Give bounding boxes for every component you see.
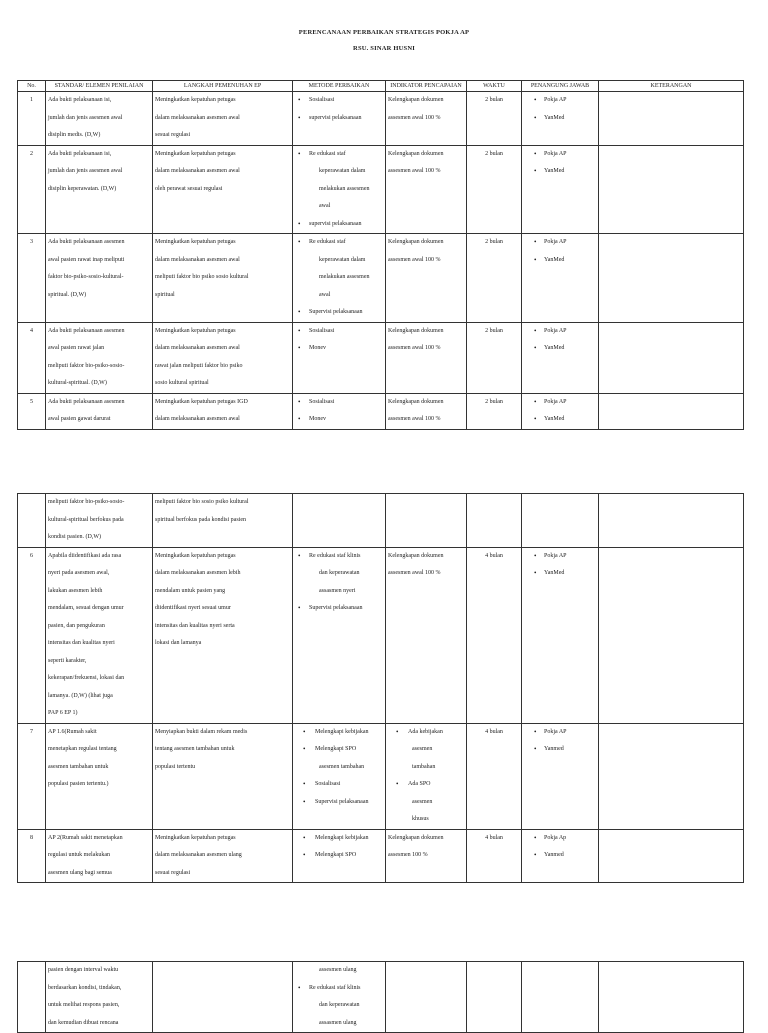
text-line: populasi tertentu (155, 763, 196, 770)
text-line: Meningkatkan kepatuhan petugas (155, 552, 236, 559)
bullet-item: • Re edukasi staf (295, 234, 383, 252)
text-line: Kelengkapan dokumen (388, 327, 444, 334)
cell-waktu: 2 bulan (467, 145, 522, 234)
text-line: menetapkan regulasi tentang (48, 746, 117, 752)
plan-table-page-3 (17, 961, 744, 1033)
bullet-item: • Melengkapi kebijakan (295, 724, 383, 742)
cell-keterangan (599, 92, 744, 146)
bullet-item: • YanMed (524, 565, 596, 583)
bullet-item-continued: khusus (412, 816, 429, 822)
text-line: mendalam, sesuai dengan umur (48, 605, 124, 611)
text-line: regulasi untuk melakukan (48, 852, 110, 858)
text-line: intensitas dan kualitas nyeri (48, 640, 115, 646)
cell-metode (293, 234, 386, 323)
text-line: Kelengkapan dokumen (388, 239, 444, 245)
bullet-list (388, 724, 464, 829)
text-line: intensitas dan kualitas nyeri serta (155, 622, 235, 629)
cell-langkah (153, 393, 293, 429)
cell-metode (293, 92, 386, 146)
cell-no: 5 (18, 393, 46, 429)
col-header-waktu: WAKTU (467, 81, 522, 92)
plan-table-page-1 (17, 80, 744, 430)
bullet-item: • Pokja AP (524, 323, 596, 341)
text-line: jumlah dan jenis asesmen awal (48, 114, 123, 121)
cell-standar (46, 547, 153, 723)
text-line: assesmen awal 100 % (388, 416, 441, 422)
bullet-list (524, 548, 596, 583)
text-line: Meningkatkan kepatuhan petugas IGD (155, 398, 248, 405)
bullet-item-continued: melakukan assesmen (319, 274, 370, 280)
text-line: asesmen tambahan untuk (48, 763, 109, 770)
cell-waktu: 4 bulan (467, 723, 522, 829)
bullet-item: • Sosialisasi (295, 323, 383, 341)
bullet-item: • Sosialisasi (295, 394, 383, 412)
table-row (18, 322, 744, 393)
table-row (18, 234, 744, 323)
cell-metode (293, 962, 386, 1033)
cell-keterangan (599, 145, 744, 234)
text-line: berdasarkan kondisi, tindakan, (48, 984, 122, 991)
text-line: sesuai regulasi (155, 132, 191, 138)
bullet-item: • Pokja AP (524, 92, 596, 110)
text-line: assesmen 100 % (388, 852, 428, 858)
cell-langkah (153, 547, 293, 723)
bullet-list (295, 394, 383, 429)
text-line: kultural-spiritual. (D,W) (48, 380, 107, 386)
cell-pj (522, 322, 599, 393)
text-line: meliputi faktor bio psiko sosio kultural (155, 274, 249, 280)
text-line: awal pasien rawat jalan (48, 345, 105, 351)
bullet-item-continued: keperawatan dalam (319, 256, 366, 263)
cell-indikator (386, 547, 467, 723)
cell-waktu: 4 bulan (467, 829, 522, 883)
text-line: assesmen awal 100 % (388, 570, 441, 576)
text-line: Meningkatkan kepatuhan petugas (155, 327, 236, 334)
text-line: PAP 6 EP 1) (48, 710, 78, 716)
bullet-item-continued: keperawatan dalam (319, 168, 366, 174)
cell-metode (293, 547, 386, 723)
cell-keterangan (599, 723, 744, 829)
text-line: seperti karakter, (48, 657, 87, 664)
bullet-item-continued: assasmen ulang (319, 1019, 357, 1026)
bullet-item-continued: awal (319, 291, 331, 298)
cell-indikator (386, 92, 467, 146)
cell-pj (522, 393, 599, 429)
bullet-item-continued: asesmen tambahan (319, 763, 365, 770)
cell-standar (46, 92, 153, 146)
text-line: assesmen awal 100 % (388, 168, 441, 174)
bullet-item-continued: melakukan assesmen (319, 185, 370, 192)
bullet-list (524, 234, 596, 269)
bullet-item: • Yanmed (524, 741, 596, 759)
bullet-item: • Sosialisasi (295, 776, 383, 794)
text-line: disiplin keperawatan. (D,W) (48, 185, 117, 192)
text-line: disiplin medis. (D,W) (48, 132, 101, 138)
cell-indikator (386, 829, 467, 883)
bullet-list (295, 724, 383, 812)
bullet-item: • Ada kebijakan (388, 724, 464, 742)
bullet-item: • YanMed (524, 411, 596, 429)
cell-indikator (386, 723, 467, 829)
bullet-item-continued: dan keperawatan (319, 1002, 360, 1008)
bullet-item: • Melengkapi SPO (295, 847, 383, 865)
bullet-item: • YanMed (524, 340, 596, 358)
bullet-item-continued: asesmen (412, 798, 433, 805)
bullet-item-continued: assasmen nyeri (319, 587, 356, 594)
text-line: kekerapan/frekuensi, lokasi dan (48, 675, 125, 681)
text-line: meliputi faktor bio-psiko-sosio- (48, 362, 125, 369)
text-line: asesmen ulang bagi semua (48, 869, 112, 876)
text-line: Kelengkapan dokumen (388, 398, 444, 405)
col-header-keterangan: KETERANGAN (599, 81, 744, 92)
text-line: Ada bukti pelaksanaan asesmen (48, 327, 125, 334)
cell-no: 4 (18, 322, 46, 393)
cell-no: 7 (18, 723, 46, 829)
cell-pj (522, 92, 599, 146)
bullet-list (295, 548, 383, 618)
cell-pj (522, 494, 599, 548)
text-line: kondisi pasien. (D,W) (48, 534, 101, 540)
cell-keterangan (599, 322, 744, 393)
cell-waktu: 2 bulan (467, 393, 522, 429)
cell-standar (46, 145, 153, 234)
text-line: sesuai regulasi (155, 869, 191, 876)
text-line: Kelengkapan dokumen (388, 150, 444, 157)
cell-pj (522, 829, 599, 883)
cell-standar (46, 962, 153, 1033)
cell-keterangan (599, 962, 744, 1033)
text-line: dalam melaksanakan asesmen awal (155, 168, 240, 174)
text-line: dalam melaksanakan asesmen lebih (155, 570, 241, 576)
cell-pj (522, 234, 599, 323)
text-line: nyeri pada asesmen awal, (48, 570, 110, 576)
bullet-list (524, 323, 596, 358)
cell-langkah (153, 723, 293, 829)
bullet-item: • Pokja AP (524, 394, 596, 412)
bullet-item: • YanMed (524, 110, 596, 128)
bullet-list (295, 92, 383, 127)
text-line: populasi pasien tertentu.) (48, 781, 109, 787)
text-line: mendalam untuk pasien yang (155, 587, 226, 594)
cell-pj (522, 962, 599, 1033)
bullet-item: • Re edukasi staf klinis (295, 980, 383, 998)
text-line: assesmen awal 100 % (388, 114, 441, 121)
bullet-item: • Pokja AP (524, 146, 596, 164)
cell-waktu: 4 bulan (467, 547, 522, 723)
text-line: Kelengkapan dokumen (388, 97, 444, 103)
cell-standar (46, 829, 153, 883)
bullet-item: • Monev (295, 340, 383, 358)
cell-no: 2 (18, 145, 46, 234)
cell-langkah (153, 322, 293, 393)
text-line: Ada bukti pelaksanaan asesmen (48, 239, 125, 245)
bullet-item: • supervisi pelaksanaan (295, 216, 383, 234)
cell-waktu (467, 962, 522, 1033)
cell-metode (293, 494, 386, 548)
text-line: dalam melaksanakan asesmen awal (155, 256, 240, 263)
cell-keterangan (599, 234, 744, 323)
table-header-row (18, 81, 744, 92)
cell-keterangan (599, 494, 744, 548)
cell-keterangan (599, 547, 744, 723)
text-line: assesmen ulang (319, 967, 357, 973)
cell-indikator (386, 494, 467, 548)
bullet-item-continued: tambahan (412, 763, 436, 770)
text-line: assesmen awal 100 % (388, 345, 441, 351)
cell-waktu: 2 bulan (467, 92, 522, 146)
text-line: Meningkatkan kepatuhan petugas (155, 150, 236, 157)
col-header-standar: STANDAR/ ELEMEN PENILAIAN (46, 81, 153, 92)
text-line: Meningkatkan kepatuhan petugas (155, 834, 236, 841)
cell-metode (293, 393, 386, 429)
bullet-item: • Pokja AP (524, 234, 596, 252)
text-line: pasien, dan pengukuran (48, 622, 105, 629)
cell-pj (522, 145, 599, 234)
table-row (18, 829, 744, 883)
bullet-item: • Pokja AP (524, 548, 596, 566)
cell-pj (522, 547, 599, 723)
text-line: Apabila diidentifikasi ada rasa (48, 552, 122, 559)
col-header-metode: METODE PERBAIKAN (293, 81, 386, 92)
bullet-item: • supervisi pelaksanaan (295, 110, 383, 128)
text-line: pasien dengan interval waktu (48, 967, 119, 973)
cell-langkah (153, 234, 293, 323)
cell-langkah (153, 145, 293, 234)
cell-standar (46, 494, 153, 548)
bullet-list (295, 146, 383, 234)
table-row (18, 92, 744, 146)
text-line: Ada bukti pelaksanaan asesmen (48, 398, 125, 405)
text-line: Ada bukti pelaksanaan isi, (48, 97, 112, 103)
col-header-pj: PENANGUNG JAWAB (522, 81, 599, 92)
cell-no: 6 (18, 547, 46, 723)
text-line: lokasi dan lamanya (155, 640, 202, 646)
text-line: Ada bukti pelaksanaan isi, (48, 150, 112, 157)
cell-indikator (386, 393, 467, 429)
col-header-no: No. (18, 81, 46, 92)
text-line: dalam melaksanakan asesmen ulang (155, 852, 242, 858)
table-row (18, 547, 744, 723)
text-line: kultural-spiritual berfokus pada (48, 516, 124, 523)
text-line: jumlah dan jenis asesmen awal (48, 168, 123, 174)
cell-no: 1 (18, 92, 46, 146)
cell-langkah (153, 92, 293, 146)
bullet-list (524, 724, 596, 759)
table-row (18, 494, 744, 548)
cell-metode (293, 723, 386, 829)
text-line: spiritual. (D,W) (48, 291, 87, 298)
text-line: awal pasien gawat darurat (48, 416, 111, 422)
cell-metode (293, 829, 386, 883)
bullet-item: • YanMed (524, 163, 596, 181)
text-line: sosio kultural spiritual (155, 380, 209, 386)
text-line: dalam melaksanakan asesmen awal (155, 345, 240, 351)
bullet-item: • Melengkapi SPO (295, 741, 383, 759)
cell-standar (46, 723, 153, 829)
text-line: rawat jalan meliputi faktor bio psiko (155, 362, 243, 369)
text-line: assesmen awal 100 % (388, 256, 441, 263)
bullet-item-continued: dan keperawatan (319, 570, 360, 576)
text-line: spiritual berfokus pada kondisi pasien (155, 516, 246, 523)
cell-pj (522, 723, 599, 829)
table-row (18, 723, 744, 829)
cell-keterangan (599, 393, 744, 429)
text-line: dan kemudian dibuat rencana (48, 1019, 119, 1026)
text-line: lakukan asesmen lebih (48, 587, 103, 594)
text-line: awal pasien rawat inap meliputi (48, 256, 125, 263)
table-row (18, 393, 744, 429)
table-row (18, 145, 744, 234)
cell-indikator (386, 322, 467, 393)
cell-waktu: 2 bulan (467, 322, 522, 393)
bullet-list (524, 830, 596, 865)
cell-langkah (153, 829, 293, 883)
cell-no (18, 494, 46, 548)
text-line: meliputi faktor bio sosio psiko kultural (155, 499, 249, 505)
cell-indikator (386, 962, 467, 1033)
cell-langkah (153, 962, 293, 1033)
cell-waktu (467, 494, 522, 548)
bullet-list (295, 234, 383, 322)
bullet-item: • Sosialisasi (295, 92, 383, 110)
bullet-item-continued: asesmen (412, 746, 433, 752)
bullet-item: • Re edukasi staf (295, 146, 383, 164)
bullet-item: • Yanmed (524, 847, 596, 865)
bullet-item: • Supervisi pelaksanaan (295, 600, 383, 618)
text-line: spiritual (155, 291, 175, 298)
cell-keterangan (599, 829, 744, 883)
cell-no: 3 (18, 234, 46, 323)
bullet-list (295, 323, 383, 358)
text-line: dalam melaksanakan asesmen awal (155, 114, 240, 121)
text-line: Meningkatkan kepatuhan petugas (155, 97, 236, 103)
cell-waktu: 2 bulan (467, 234, 522, 323)
text-line: meliputi faktor bio-psiko-sosio- (48, 499, 125, 505)
table-row (18, 962, 744, 1033)
bullet-item: • Melengkapi kebijakan (295, 830, 383, 848)
cell-standar (46, 234, 153, 323)
cell-standar (46, 393, 153, 429)
text-line: AP 2(Rumah sakit menetapkan (48, 834, 123, 841)
text-line: oleh perawat sesuai regulasi (155, 185, 223, 192)
cell-no: 8 (18, 829, 46, 883)
text-line: Menyiapkan bukti dalam rekam medis (155, 728, 248, 735)
cell-standar (46, 322, 153, 393)
document-subtitle: RSU. SINAR HUSNI (353, 45, 415, 52)
bullet-list (524, 394, 596, 429)
col-header-langkah: LANGKAH PEMENUHAN EP (153, 81, 293, 92)
bullet-item: • Supervisi pelaksanaan (295, 794, 383, 812)
cell-indikator (386, 145, 467, 234)
text-line: Meningkatkan kepatuhan petugas (155, 239, 236, 245)
bullet-item: • Monev (295, 411, 383, 429)
bullet-list (524, 92, 596, 127)
text-line: diidentifikasi nyeri sesuai umur (155, 605, 231, 611)
text-line: lamanya. (D,W) (lihat juga (48, 692, 113, 699)
text-line: AP 1.6(Rumah sakit (48, 728, 97, 735)
text-line: dalam melaksanakan asesmen awal (155, 416, 240, 422)
text-line: tentang asesmen tambahan untuk (155, 746, 235, 752)
cell-langkah (153, 494, 293, 548)
col-header-indikator: INDIKATOR PENCAPAIAN (386, 81, 467, 92)
text-line: Kelengkapan dokumen (388, 834, 444, 841)
cell-no (18, 962, 46, 1033)
text-line: untuk melihat respons pasien, (48, 1002, 120, 1008)
text-line: faktor bio-psiko-sosio-kultural- (48, 274, 124, 280)
plan-table-page-2 (17, 493, 744, 883)
bullet-list (295, 830, 383, 865)
bullet-item: • Pokja Ap (524, 830, 596, 848)
cell-metode (293, 145, 386, 234)
bullet-item: • Pokja AP (524, 724, 596, 742)
bullet-item-continued: awal (319, 203, 331, 209)
bullet-list (524, 146, 596, 181)
text-line: Kelengkapan dokumen (388, 552, 444, 559)
bullet-item: • YanMed (524, 252, 596, 270)
bullet-item: • Ada SPO (388, 776, 464, 794)
bullet-list (295, 980, 383, 1033)
document-title: PERENCANAAN PERBAIKAN STRATEGIS POKJA AP (298, 29, 470, 36)
bullet-item: • Supervisi pelaksanaan (295, 304, 383, 322)
bullet-item: • Re edukasi staf klinis (295, 548, 383, 566)
cell-indikator (386, 234, 467, 323)
cell-metode (293, 322, 386, 393)
